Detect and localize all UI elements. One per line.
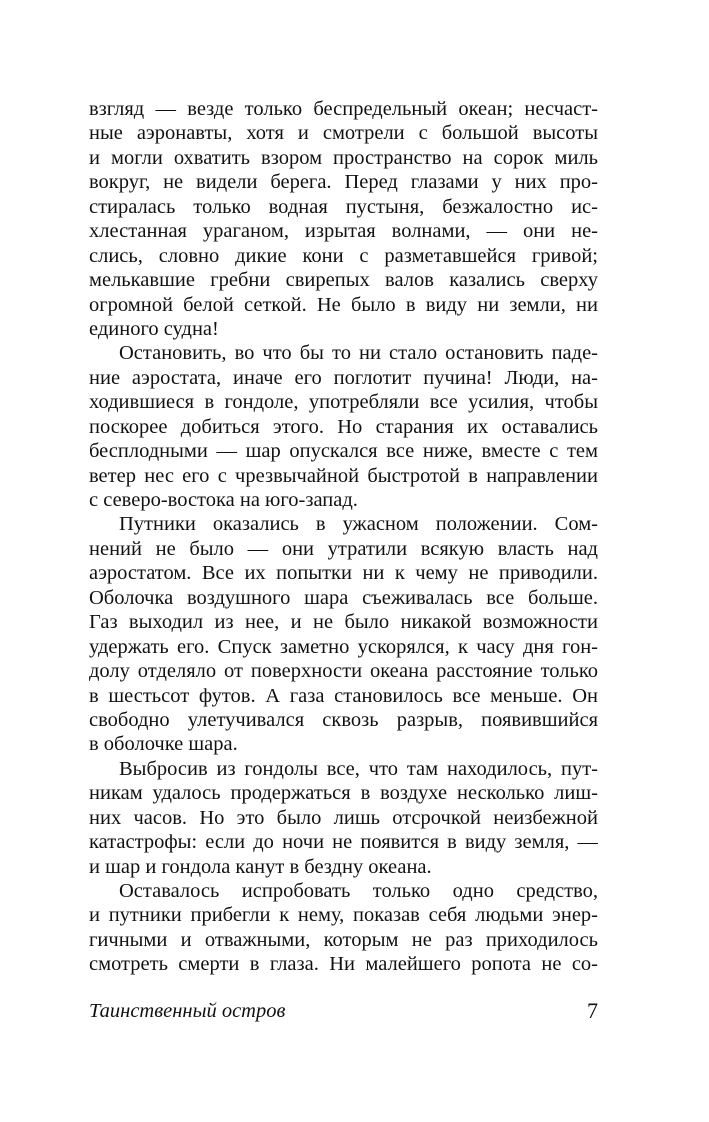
- text-line: хлестанная ураганом, изрытая волнами, — они не-: [89, 220, 598, 243]
- text-line: Путники оказались в ужасном положении. Сом-: [119, 513, 598, 536]
- body-text: [89, 97, 598, 977]
- text-line: Газ выходил из нее, и не было никакой возможности: [89, 611, 598, 634]
- text-line: с северо-востока на юго-запад.: [89, 489, 358, 511]
- text-line: удержать его. Спуск заметно ускорялся, к часу дня гон-: [89, 635, 598, 658]
- page-number: 7: [587, 998, 598, 1023]
- text-line: гичными и отважными, которым не раз приходилось: [89, 928, 598, 951]
- text-line: и путники прибегли к нему, показав себя людьми энер-: [89, 904, 598, 927]
- text-line: них часов. Но это было лишь отсрочкой неизбежной: [89, 806, 598, 829]
- paragraph: [89, 97, 598, 341]
- text-line: в оболочке шара.: [89, 733, 238, 756]
- paragraph: [89, 341, 598, 512]
- text-line: бесплодными — шар опускался все ниже, вместе с тем: [89, 440, 598, 463]
- text-line: и могли охватить взором пространство на сорок миль: [89, 146, 598, 169]
- text-line: слись, словно дикие кони с разметавшейся гривой;: [89, 244, 598, 267]
- paragraph: [89, 512, 598, 756]
- text-line: Выбросив из гондолы все, что там находилось, пут-: [119, 757, 598, 780]
- text-line: ветер нес его с чрезвычайной быстротой в направлении: [89, 464, 598, 487]
- text-line: единого судна!: [89, 317, 219, 340]
- text-line: смотреть смерти в глаза. Ни малейшего ропота не со-: [89, 953, 598, 976]
- text-line: в шестьсот футов. А газа становилось все меньше. Он: [89, 684, 598, 707]
- text-line: ние аэростата, иначе его поглотит пучина! Люди, на-: [89, 366, 598, 389]
- text-line: мелькавшие гребни свирепых валов казались сверху: [89, 269, 598, 292]
- text-line: и шар и гондола канут в бездну океана.: [89, 855, 432, 878]
- text-line: нений не было — они утратили всякую власть над: [89, 537, 598, 560]
- text-line: долу отделяло от поверхности океана расстояние только: [89, 660, 598, 683]
- text-line: взгляд — везде только беспредельный океан; несчаст-: [89, 98, 598, 120]
- text-line: катастрофы: если до ночи не появится в виду земля, —: [89, 831, 598, 854]
- text-line: огромной белой сеткой. Не было в виду ни земли, ни: [89, 293, 598, 316]
- text-line: свободно улетучивался сквозь разрыв, появившийся: [89, 708, 598, 731]
- text-line: Остановить, во что бы то ни стало остановить паде-: [119, 342, 598, 365]
- text-line: Оболочка воздушного шара съеживалась все больше.: [89, 586, 598, 609]
- text-line: вокруг, не видели берега. Перед глазами у них про-: [89, 171, 598, 194]
- text-line: ходившиеся в гондоле, употребляли все усилия, чтобы: [89, 391, 598, 414]
- paragraph: [89, 757, 598, 879]
- text-line: Оставалось испробовать только одно средство,: [119, 880, 598, 902]
- text-line: поскорее добиться этого. Но старания их оставались: [89, 415, 598, 438]
- paragraph: [89, 879, 598, 977]
- text-line: никам удалось продержаться в воздухе несколько лиш-: [89, 782, 598, 805]
- page-footer: [89, 996, 598, 1026]
- text-line: аэростатом. Все их попытки ни к чему не приводили.: [89, 562, 598, 585]
- text-line: ные аэронавты, хотя и смотрели с большой высоты: [89, 122, 598, 145]
- running-title: Таинственный остров: [89, 1000, 286, 1022]
- text-line: стиралась только водная пустыня, безжалостно ис-: [89, 195, 598, 218]
